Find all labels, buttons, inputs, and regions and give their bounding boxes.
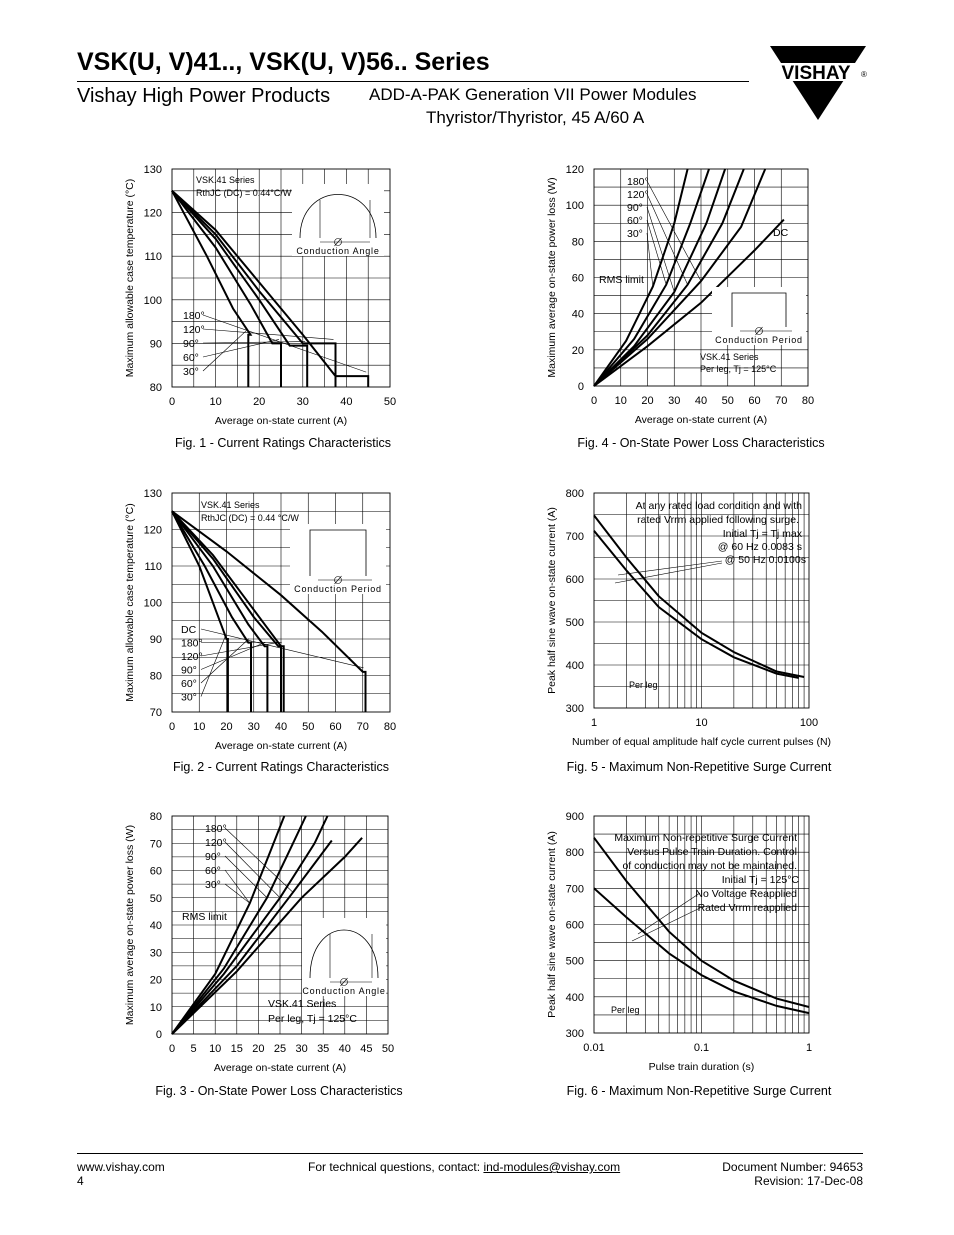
y-tick-label: 100 [565,200,584,213]
x-tick-label: 20 [220,721,233,733]
x-axis-label: Pulse train duration (s) [648,1061,755,1073]
x-axis-label: Number of equal amplitude half cycle current pulses (N) [571,736,832,748]
y-tick-label: 70 [149,707,162,719]
y-tick-label: 400 [565,660,584,672]
inset-label: Conduction Period [294,584,382,594]
legend-label: 180° [183,310,205,322]
x-tick-label: 0 [590,395,598,407]
y-tick-label: 80 [149,670,162,683]
figure-caption: Fig. 2 - Current Ratings Characteristics [172,760,390,774]
annotation: VSK.41 Series [700,352,759,362]
legend-label: DC [181,624,197,636]
y-tick-label: 100 [143,597,162,610]
legend-label: 90° [627,202,643,214]
annotation: RthJC (DC) = 0.44°C/W [196,188,292,198]
annotation: RMS limit [599,274,644,286]
x-tick-label: 80 [801,395,815,407]
y-axis-label: Maximum allowable case temperature (°C) [124,178,136,378]
footer-url[interactable]: www.vishay.com [77,1160,165,1174]
y-tick-label: 60 [149,865,162,878]
figure-caption: Fig. 3 - On-State Power Loss Characteristics [155,1084,403,1098]
x-tick-label: 0.1 [693,1042,710,1054]
y-tick-label: 60 [571,272,584,285]
x-tick-label: 35 [317,1043,330,1055]
annotation: VSK.41 Series [268,998,337,1010]
x-tick-label: 40 [274,721,288,733]
legend-label: 180° [205,823,227,835]
y-axis-label: Maximum average on-state power loss (W) [124,824,136,1026]
x-tick-label: 50 [721,395,734,407]
leader-line [647,233,653,287]
y-tick-label: 40 [149,920,162,932]
y-tick-label: 70 [149,838,162,851]
annotation: VSK.41 Series [201,500,260,510]
y-tick-label: 300 [565,703,584,715]
x-tick-label: 10 [695,717,708,729]
annotation: Per leg, Tj = 125°C [268,1013,357,1025]
inset-waveform [292,184,384,256]
figure-caption: Fig. 5 - Maximum Non-Repetitive Surge Current [566,760,832,774]
y-tick-label: 110 [144,251,162,264]
chart-fig4 [546,164,825,450]
x-tick-label: 50 [381,1043,395,1055]
chart-fig3 [124,811,403,1098]
x-tick-label: 5 [190,1043,197,1055]
x-tick-label: 40 [340,396,353,408]
legend-label: 30° [205,879,221,891]
legend-label: 180° [627,176,649,188]
x-tick-label: 50 [302,721,315,733]
brand-name: Vishay High Power Products [77,85,331,107]
y-axis-label: Peak half sine wave on-state current (A) [546,507,558,694]
legend-label: 90° [181,664,197,677]
inset-waveform [302,918,386,996]
x-tick-label: 0 [168,721,176,733]
inset-waveform [712,287,806,345]
x-tick-label: 40 [338,1043,351,1055]
annotation: Per leg [611,1005,640,1015]
y-tick-label: 600 [565,919,584,932]
y-tick-label: 700 [565,531,584,543]
x-axis-label: Average on-state current (A) [634,414,768,426]
annotation: rated Vrrm applied following surge. [637,514,799,526]
y-tick-label: 80 [571,236,584,249]
legend-label: 120° [183,324,205,336]
x-tick-label: 0 [168,396,176,408]
y-tick-label: 20 [571,344,584,357]
x-tick-label: 1 [805,1042,813,1054]
footer-contact [308,1160,620,1174]
x-tick-label: 30 [668,395,681,407]
product-line-2: Thyristor/Thyristor, 45 A/60 A [426,108,645,127]
y-tick-label: 400 [565,991,584,1004]
y-tick-label: 90 [149,338,162,351]
leader-line [203,339,279,357]
annotation: VSK.41 Series [196,175,255,185]
annotation: DC [773,227,789,239]
x-tick-label: 10 [209,1043,222,1055]
footer-contact-prefix: For technical questions, contact: [308,1160,484,1174]
y-tick-label: 30 [149,947,162,960]
inset-waveform [290,524,386,594]
y-axis-label: Peak half sine wave on-state current (A) [546,831,558,1018]
x-tick-label: 1 [590,717,598,729]
annotation: RthJC (DC) = 0.44 °C/W [201,513,299,523]
inset-label: Conduction Angle [296,246,380,256]
annotation: Initial Tj = Tj max [722,528,802,540]
y-tick-label: 700 [565,883,584,896]
product-line-1: ADD-A-PAK Generation VII Power Modules [369,85,697,104]
chart-fig6 [546,811,832,1098]
legend-label: 180° [181,637,203,650]
leader-line [201,639,249,683]
leader-line [203,342,305,343]
y-tick-label: 300 [565,1028,584,1040]
x-tick-label: 15 [230,1043,243,1055]
x-tick-label: 60 [329,721,342,733]
footer-revision: Revision: 17-Dec-08 [754,1174,863,1188]
x-axis-label: Average on-state current (A) [214,740,348,752]
y-tick-label: 500 [565,955,584,968]
figure-caption: Fig. 4 - On-State Power Loss Characteristics [577,436,825,450]
figure-caption: Fig. 6 - Maximum Non-Repetitive Surge Current [566,1084,832,1098]
annotation: Per leg [629,680,658,690]
y-tick-label: 800 [565,847,584,860]
x-tick-label: 10 [209,396,222,408]
x-tick-label: 70 [356,721,369,733]
y-tick-label: 120 [143,207,162,220]
y-tick-label: 130 [143,488,162,500]
x-axis-label: Average on-state current (A) [213,1062,347,1074]
annotation: RMS limit [182,911,227,923]
x-tick-label: 45 [360,1043,373,1055]
x-tick-label: 20 [641,395,654,407]
x-tick-label: 50 [383,396,397,408]
y-tick-label: 0 [155,1029,162,1041]
logo-registered-mark: ® [861,70,867,79]
figure-caption: Fig. 1 - Current Ratings Characteristics [174,436,392,450]
y-tick-label: 0 [577,381,584,393]
inset-label: Conduction Angle [302,986,386,996]
x-tick-label: 10 [614,395,627,407]
x-tick-label: 20 [253,396,266,408]
annotation: Initial Tj = 125°C [721,874,799,886]
legend-label: 60° [205,865,221,877]
annotation: @ 60 Hz 0.0083 s [717,541,802,553]
footer-page-number: 4 [77,1174,84,1188]
legend-label: 60° [181,678,197,690]
footer-email-link[interactable]: ind-modules@vishay.com [483,1160,621,1174]
annotation: At any rated load condition and with [635,500,802,512]
y-axis-label: Maximum average on-state power loss (W) [546,177,558,378]
x-tick-label: 70 [775,395,788,407]
y-tick-label: 900 [565,811,584,823]
y-tick-label: 10 [149,1001,162,1014]
y-tick-label: 20 [149,974,162,987]
chart-fig5 [546,488,832,774]
y-tick-label: 80 [149,811,162,823]
annotation: No Voltage Reapplied [695,888,797,900]
legend-label: 30° [627,228,643,240]
legend-label: 120° [627,189,649,201]
x-tick-label: 0 [168,1043,176,1055]
x-tick-label: 10 [193,721,206,733]
y-tick-label: 40 [571,308,584,321]
legend-label: 60° [183,352,199,364]
y-tick-label: 90 [149,634,162,646]
y-tick-label: 80 [149,382,162,394]
x-tick-label: 30 [247,721,260,733]
leader-line [201,642,265,669]
legend-label: 30° [181,691,197,704]
logo-text: VISHAY [781,63,851,84]
annotation: Rated Vrrm reapplied [697,902,797,914]
legend-label: 30° [183,366,199,378]
chart-fig2 [124,488,396,774]
annotation: Per leg, Tj = 125°C [700,364,777,374]
x-tick-label: 100 [799,717,819,729]
y-tick-label: 800 [565,488,584,500]
inset-label: Conduction Period [715,335,803,345]
legend-label: 120° [181,651,203,663]
y-tick-label: 120 [565,164,584,176]
y-tick-label: 50 [149,892,162,905]
y-tick-label: 500 [565,617,584,629]
x-tick-label: 0.01 [583,1042,605,1054]
legend-label: 120° [205,837,227,849]
legend-label: 90° [183,338,199,350]
y-tick-label: 110 [144,561,162,573]
x-axis-label: Average on-state current (A) [214,415,348,427]
leader-line [201,635,226,697]
series-title: VSK(U, V)41.., VSK(U, V)56.. Series [77,48,490,76]
legend-label: 60° [627,215,643,227]
annotation: of conduction may not be maintained. [622,860,797,872]
x-tick-label: 80 [383,721,397,733]
x-tick-label: 30 [295,1043,308,1055]
legend-label: 90° [205,851,221,863]
y-tick-label: 130 [143,164,162,176]
x-tick-label: 60 [748,395,761,407]
leader-line [647,207,674,292]
chart-fig1 [124,164,396,450]
y-axis-label: Maximum allowable case temperature (°C) [124,503,136,702]
footer-document-number: Document Number: 94653 [722,1160,863,1174]
y-tick-label: 600 [565,574,584,586]
annotation: Maximum Non-repetitive Surge Current [614,832,797,844]
annotation: @ 50 Hz 0.0100s [724,554,806,566]
x-tick-label: 25 [273,1043,287,1055]
y-tick-label: 100 [143,294,162,307]
x-tick-label: 40 [694,395,708,407]
footer-divider [77,1153,863,1154]
x-tick-label: 30 [296,396,309,408]
y-tick-label: 120 [143,524,162,537]
x-tick-label: 20 [252,1043,265,1055]
annotation: Versus Pulse Train Duration. Control [627,846,797,858]
